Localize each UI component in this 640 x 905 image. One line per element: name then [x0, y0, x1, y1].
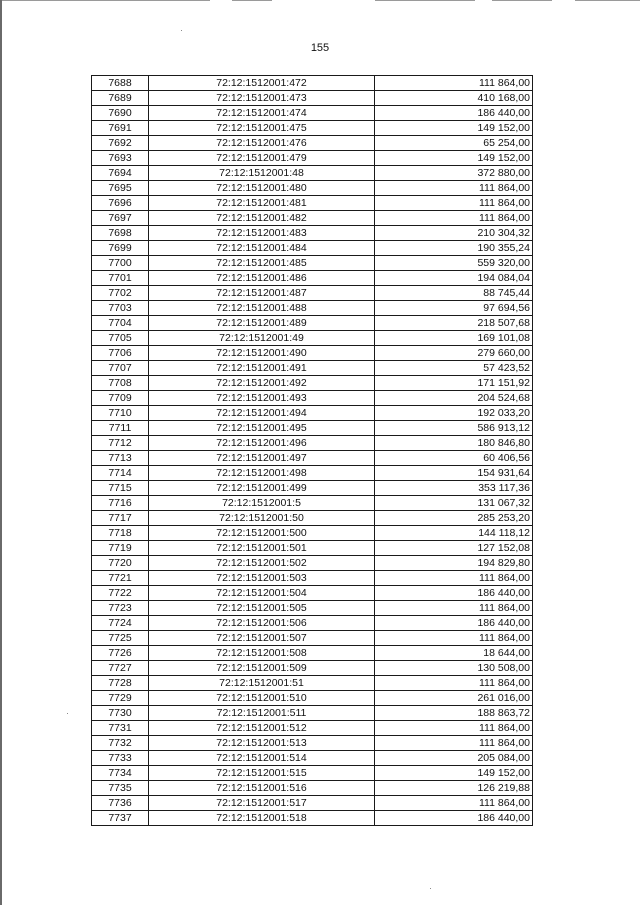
scan-speck — [430, 888, 431, 889]
cadastral-number-cell: 72:12:1512001:511 — [149, 706, 375, 721]
amount-cell: 154 931,64 — [375, 466, 533, 481]
table-row — [92, 241, 533, 256]
row-number-cell: 7705 — [92, 331, 149, 346]
row-number-cell: 7699 — [92, 241, 149, 256]
amount-cell: 111 864,00 — [375, 721, 533, 736]
row-number-cell: 7728 — [92, 676, 149, 691]
cadastral-number-cell: 72:12:1512001:481 — [149, 196, 375, 211]
cadastral-number-cell: 72:12:1512001:474 — [149, 106, 375, 121]
cadastral-number-cell: 72:12:1512001:507 — [149, 631, 375, 646]
amount-cell: 353 117,36 — [375, 481, 533, 496]
table-row — [92, 796, 533, 811]
row-number-cell: 7715 — [92, 481, 149, 496]
cadastral-number-cell: 72:12:1512001:494 — [149, 406, 375, 421]
cadastral-number-cell: 72:12:1512001:497 — [149, 451, 375, 466]
table-row — [92, 361, 533, 376]
table-row — [92, 751, 533, 766]
cadastral-number-cell: 72:12:1512001:503 — [149, 571, 375, 586]
cadastral-number-cell: 72:12:1512001:515 — [149, 766, 375, 781]
row-number-cell: 7691 — [92, 121, 149, 136]
cadastral-number-cell: 72:12:1512001:479 — [149, 151, 375, 166]
row-number-cell: 7703 — [92, 301, 149, 316]
row-number-cell: 7702 — [92, 286, 149, 301]
row-number-cell: 7695 — [92, 181, 149, 196]
table-row — [92, 76, 533, 91]
cadastral-table — [91, 75, 533, 826]
amount-cell: 144 118,12 — [375, 526, 533, 541]
row-number-cell: 7690 — [92, 106, 149, 121]
row-number-cell: 7729 — [92, 691, 149, 706]
row-number-cell: 7718 — [92, 526, 149, 541]
row-number-cell: 7734 — [92, 766, 149, 781]
amount-cell: 204 524,68 — [375, 391, 533, 406]
table-row — [92, 196, 533, 211]
table-row — [92, 736, 533, 751]
cadastral-number-cell: 72:12:1512001:472 — [149, 76, 375, 91]
amount-cell: 194 829,80 — [375, 556, 533, 571]
row-number-cell: 7710 — [92, 406, 149, 421]
table-row — [92, 256, 533, 271]
amount-cell: 186 440,00 — [375, 811, 533, 826]
table-row — [92, 211, 533, 226]
row-number-cell: 7688 — [92, 76, 149, 91]
table-row — [92, 436, 533, 451]
amount-cell: 131 067,32 — [375, 496, 533, 511]
amount-cell: 111 864,00 — [375, 571, 533, 586]
row-number-cell: 7689 — [92, 91, 149, 106]
table-row — [92, 166, 533, 181]
cadastral-number-cell: 72:12:1512001:51 — [149, 676, 375, 691]
amount-cell: 194 084,04 — [375, 271, 533, 286]
cadastral-number-cell: 72:12:1512001:504 — [149, 586, 375, 601]
cadastral-number-cell: 72:12:1512001:505 — [149, 601, 375, 616]
cadastral-number-cell: 72:12:1512001:499 — [149, 481, 375, 496]
amount-cell: 190 355,24 — [375, 241, 533, 256]
scan-speck — [67, 713, 68, 714]
amount-cell: 130 508,00 — [375, 661, 533, 676]
amount-cell: 261 016,00 — [375, 691, 533, 706]
row-number-cell: 7708 — [92, 376, 149, 391]
table-row — [92, 301, 533, 316]
row-number-cell: 7698 — [92, 226, 149, 241]
amount-cell: 279 660,00 — [375, 346, 533, 361]
amount-cell: 111 864,00 — [375, 796, 533, 811]
amount-cell: 126 219,88 — [375, 781, 533, 796]
row-number-cell: 7700 — [92, 256, 149, 271]
row-number-cell: 7711 — [92, 421, 149, 436]
table-row — [92, 691, 533, 706]
table-row — [92, 226, 533, 241]
amount-cell: 149 152,00 — [375, 121, 533, 136]
cadastral-number-cell: 72:12:1512001:473 — [149, 91, 375, 106]
cadastral-number-cell: 72:12:1512001:518 — [149, 811, 375, 826]
amount-cell: 192 033,20 — [375, 406, 533, 421]
cadastral-number-cell: 72:12:1512001:5 — [149, 496, 375, 511]
scan-left-edge — [0, 0, 2, 905]
amount-cell: 60 406,56 — [375, 451, 533, 466]
table-row — [92, 571, 533, 586]
amount-cell: 218 507,68 — [375, 316, 533, 331]
amount-cell: 186 440,00 — [375, 106, 533, 121]
table-row — [92, 706, 533, 721]
row-number-cell: 7732 — [92, 736, 149, 751]
table-row — [92, 406, 533, 421]
cadastral-number-cell: 72:12:1512001:488 — [149, 301, 375, 316]
row-number-cell: 7736 — [92, 796, 149, 811]
cadastral-number-cell: 72:12:1512001:485 — [149, 256, 375, 271]
amount-cell: 586 913,12 — [375, 421, 533, 436]
cadastral-number-cell: 72:12:1512001:482 — [149, 211, 375, 226]
amount-cell: 171 151,92 — [375, 376, 533, 391]
row-number-cell: 7714 — [92, 466, 149, 481]
table-row — [92, 766, 533, 781]
row-number-cell: 7696 — [92, 196, 149, 211]
amount-cell: 111 864,00 — [375, 181, 533, 196]
row-number-cell: 7713 — [92, 451, 149, 466]
table-row — [92, 721, 533, 736]
cadastral-number-cell: 72:12:1512001:513 — [149, 736, 375, 751]
table-row — [92, 631, 533, 646]
table-row — [92, 346, 533, 361]
cadastral-number-cell: 72:12:1512001:489 — [149, 316, 375, 331]
amount-cell: 410 168,00 — [375, 91, 533, 106]
cadastral-number-cell: 72:12:1512001:48 — [149, 166, 375, 181]
table-row — [92, 121, 533, 136]
table-row — [92, 661, 533, 676]
table-row — [92, 136, 533, 151]
table-row — [92, 271, 533, 286]
cadastral-number-cell: 72:12:1512001:509 — [149, 661, 375, 676]
table-row — [92, 646, 533, 661]
row-number-cell: 7726 — [92, 646, 149, 661]
amount-cell: 97 694,56 — [375, 301, 533, 316]
table-row — [92, 286, 533, 301]
cadastral-number-cell: 72:12:1512001:480 — [149, 181, 375, 196]
row-number-cell: 7712 — [92, 436, 149, 451]
row-number-cell: 7733 — [92, 751, 149, 766]
row-number-cell: 7707 — [92, 361, 149, 376]
row-number-cell: 7693 — [92, 151, 149, 166]
table-row — [92, 391, 533, 406]
row-number-cell: 7737 — [92, 811, 149, 826]
table-row — [92, 466, 533, 481]
table-row — [92, 496, 533, 511]
row-number-cell: 7706 — [92, 346, 149, 361]
cadastral-number-cell: 72:12:1512001:484 — [149, 241, 375, 256]
amount-cell: 169 101,08 — [375, 331, 533, 346]
table-row — [92, 586, 533, 601]
scan-top-edge — [0, 0, 640, 2]
cadastral-number-cell: 72:12:1512001:493 — [149, 391, 375, 406]
amount-cell: 111 864,00 — [375, 211, 533, 226]
amount-cell: 372 880,00 — [375, 166, 533, 181]
amount-cell: 149 152,00 — [375, 151, 533, 166]
amount-cell: 88 745,44 — [375, 286, 533, 301]
row-number-cell: 7721 — [92, 571, 149, 586]
cadastral-number-cell: 72:12:1512001:506 — [149, 616, 375, 631]
row-number-cell: 7716 — [92, 496, 149, 511]
amount-cell: 210 304,32 — [375, 226, 533, 241]
amount-cell: 205 084,00 — [375, 751, 533, 766]
amount-cell: 111 864,00 — [375, 196, 533, 211]
amount-cell: 149 152,00 — [375, 766, 533, 781]
cadastral-number-cell: 72:12:1512001:476 — [149, 136, 375, 151]
table-row — [92, 601, 533, 616]
amount-cell: 111 864,00 — [375, 601, 533, 616]
cadastral-number-cell: 72:12:1512001:508 — [149, 646, 375, 661]
row-number-cell: 7694 — [92, 166, 149, 181]
cadastral-number-cell: 72:12:1512001:498 — [149, 466, 375, 481]
table-row — [92, 181, 533, 196]
amount-cell: 188 863,72 — [375, 706, 533, 721]
cadastral-number-cell: 72:12:1512001:512 — [149, 721, 375, 736]
cadastral-number-cell: 72:12:1512001:516 — [149, 781, 375, 796]
cadastral-number-cell: 72:12:1512001:492 — [149, 376, 375, 391]
amount-cell: 111 864,00 — [375, 631, 533, 646]
table-row — [92, 781, 533, 796]
row-number-cell: 7722 — [92, 586, 149, 601]
amount-cell: 285 253,20 — [375, 511, 533, 526]
amount-cell: 559 320,00 — [375, 256, 533, 271]
cadastral-number-cell: 72:12:1512001:514 — [149, 751, 375, 766]
table-row — [92, 91, 533, 106]
cadastral-number-cell: 72:12:1512001:486 — [149, 271, 375, 286]
amount-cell: 57 423,52 — [375, 361, 533, 376]
row-number-cell: 7725 — [92, 631, 149, 646]
row-number-cell: 7735 — [92, 781, 149, 796]
cadastral-number-cell: 72:12:1512001:475 — [149, 121, 375, 136]
table-row — [92, 151, 533, 166]
amount-cell: 111 864,00 — [375, 76, 533, 91]
table-row — [92, 676, 533, 691]
row-number-cell: 7731 — [92, 721, 149, 736]
table-row — [92, 376, 533, 391]
cadastral-number-cell: 72:12:1512001:495 — [149, 421, 375, 436]
table-row — [92, 616, 533, 631]
cadastral-number-cell: 72:12:1512001:491 — [149, 361, 375, 376]
table-row — [92, 331, 533, 346]
table-row — [92, 316, 533, 331]
row-number-cell: 7727 — [92, 661, 149, 676]
table-row — [92, 511, 533, 526]
amount-cell: 186 440,00 — [375, 586, 533, 601]
table-row — [92, 811, 533, 826]
row-number-cell: 7723 — [92, 601, 149, 616]
row-number-cell: 7701 — [92, 271, 149, 286]
table-row — [92, 526, 533, 541]
cadastral-number-cell: 72:12:1512001:502 — [149, 556, 375, 571]
cadastral-number-cell: 72:12:1512001:49 — [149, 331, 375, 346]
row-number-cell: 7709 — [92, 391, 149, 406]
amount-cell: 65 254,00 — [375, 136, 533, 151]
amount-cell: 127 152,08 — [375, 541, 533, 556]
row-number-cell: 7724 — [92, 616, 149, 631]
amount-cell: 111 864,00 — [375, 676, 533, 691]
cadastral-number-cell: 72:12:1512001:483 — [149, 226, 375, 241]
cadastral-number-cell: 72:12:1512001:50 — [149, 511, 375, 526]
row-number-cell: 7704 — [92, 316, 149, 331]
cadastral-number-cell: 72:12:1512001:501 — [149, 541, 375, 556]
table-row — [92, 451, 533, 466]
amount-cell: 18 644,00 — [375, 646, 533, 661]
page-number: 155 — [310, 42, 330, 54]
table-row — [92, 541, 533, 556]
row-number-cell: 7720 — [92, 556, 149, 571]
scan-speck — [181, 30, 182, 31]
row-number-cell: 7692 — [92, 136, 149, 151]
amount-cell: 186 440,00 — [375, 616, 533, 631]
amount-cell: 180 846,80 — [375, 436, 533, 451]
row-number-cell: 7697 — [92, 211, 149, 226]
row-number-cell: 7719 — [92, 541, 149, 556]
row-number-cell: 7730 — [92, 706, 149, 721]
cadastral-number-cell: 72:12:1512001:510 — [149, 691, 375, 706]
table-row — [92, 556, 533, 571]
cadastral-number-cell: 72:12:1512001:490 — [149, 346, 375, 361]
table-row — [92, 106, 533, 121]
table-row — [92, 481, 533, 496]
cadastral-number-cell: 72:12:1512001:500 — [149, 526, 375, 541]
cadastral-number-cell: 72:12:1512001:517 — [149, 796, 375, 811]
table-row — [92, 421, 533, 436]
amount-cell: 111 864,00 — [375, 736, 533, 751]
row-number-cell: 7717 — [92, 511, 149, 526]
cadastral-number-cell: 72:12:1512001:487 — [149, 286, 375, 301]
cadastral-number-cell: 72:12:1512001:496 — [149, 436, 375, 451]
